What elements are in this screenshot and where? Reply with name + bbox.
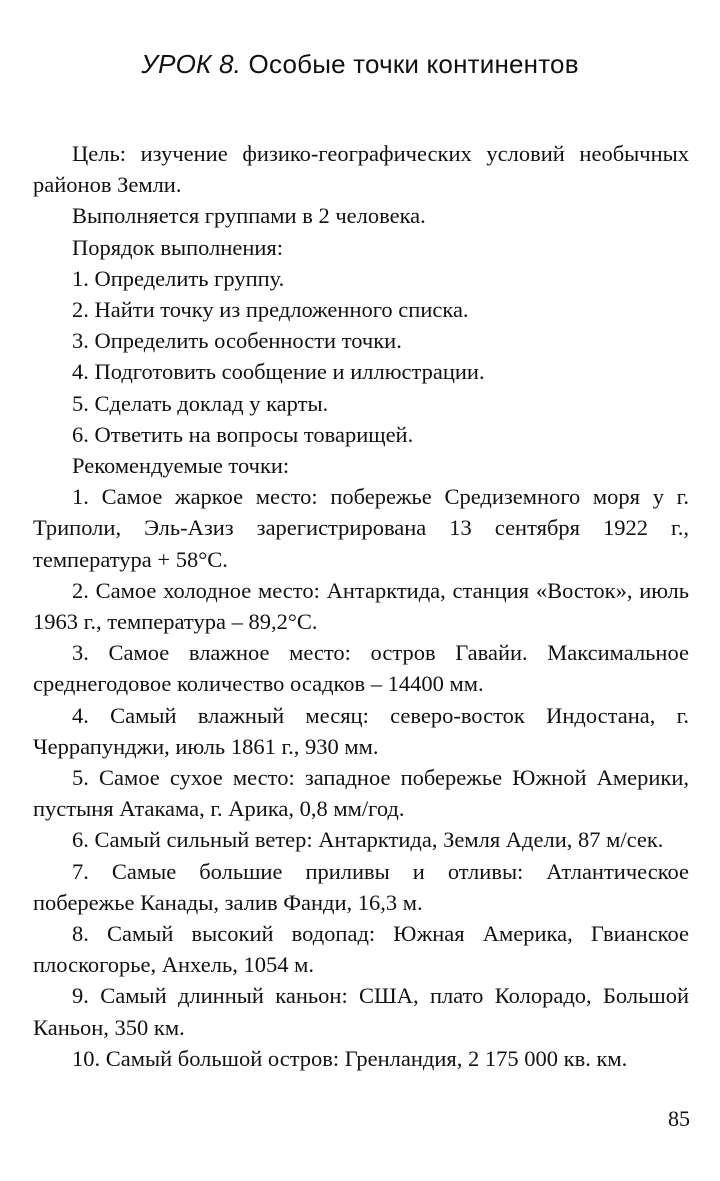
point-item: 6. Самый сильный ветер: Антарктида, Земля Адели, 87 м/сек.: [72, 827, 664, 853]
body-text: [33, 138, 689, 1074]
procedure-step: 4. Подготовить сообщение и иллюстрации.: [72, 359, 485, 385]
paragraph-points-heading: Рекомендуемые точки:: [72, 453, 290, 479]
procedure-step: 3. Определить особенности точки.: [72, 328, 402, 354]
point-item: 4. Самый влажный месяц: северо-восток Индостана, г. Черрапунджи, июль 1861 г., 930 мм.: [33, 702, 689, 759]
lesson-title: Особые точки континентов: [248, 49, 579, 79]
procedure-step: 2. Найти точку из предложенного списка.: [72, 297, 469, 323]
paragraph-groups: Выполняется группами в 2 человека.: [72, 203, 426, 229]
procedure-step: 6. Ответить на вопросы товарищей.: [72, 421, 414, 447]
point-item: 8. Самый высокий водопад: Южная Америка, Гвианское плоскогорье, Анхель, 1054 м.: [33, 921, 689, 978]
point-item: 10. Самый большой остров: Гренландия, 2 175 000 кв. км.: [72, 1045, 628, 1071]
procedure-step: 5. Сделать доклад у карты.: [72, 390, 329, 416]
page-title: [0, 46, 720, 82]
point-item: 1. Самое жаркое место: побережье Средиземного моря у г. Триполи, Эль-Азиз зарегистрирована 13 сентября 1922 г., температура + 58°С.: [33, 484, 689, 572]
paragraph-procedure-heading: Порядок выполнения:: [72, 234, 284, 260]
lesson-number: УРОК 8.: [141, 49, 242, 79]
procedure-step: 1. Определить группу.: [72, 265, 285, 291]
page-number: 85: [668, 1106, 690, 1131]
point-item: 7. Самые большие приливы и отливы: Атлантическое побережье Канады, залив Фанди, 16,3 м.: [33, 858, 689, 915]
point-item: 2. Самое холодное место: Антарктида, станция «Восток», июль 1963 г., температура – 89,2°С.: [33, 577, 689, 635]
paragraph-goal: Цель: изучение физико-географических условий необычных районов Земли.: [33, 141, 689, 198]
point-item: 3. Самое влажное место: остров Гавайи. Максимальное среднегодовое количество осадков – 14400 мм.: [33, 640, 689, 697]
point-item: 9. Самый длинный каньон: США, плато Колорадо, Большой Каньон, 350 км.: [33, 983, 689, 1040]
point-item: 5. Самое сухое место: западное побережье Южной Америки, пустыня Атакама, г. Арика, 0,8 мм/год.: [33, 765, 689, 822]
